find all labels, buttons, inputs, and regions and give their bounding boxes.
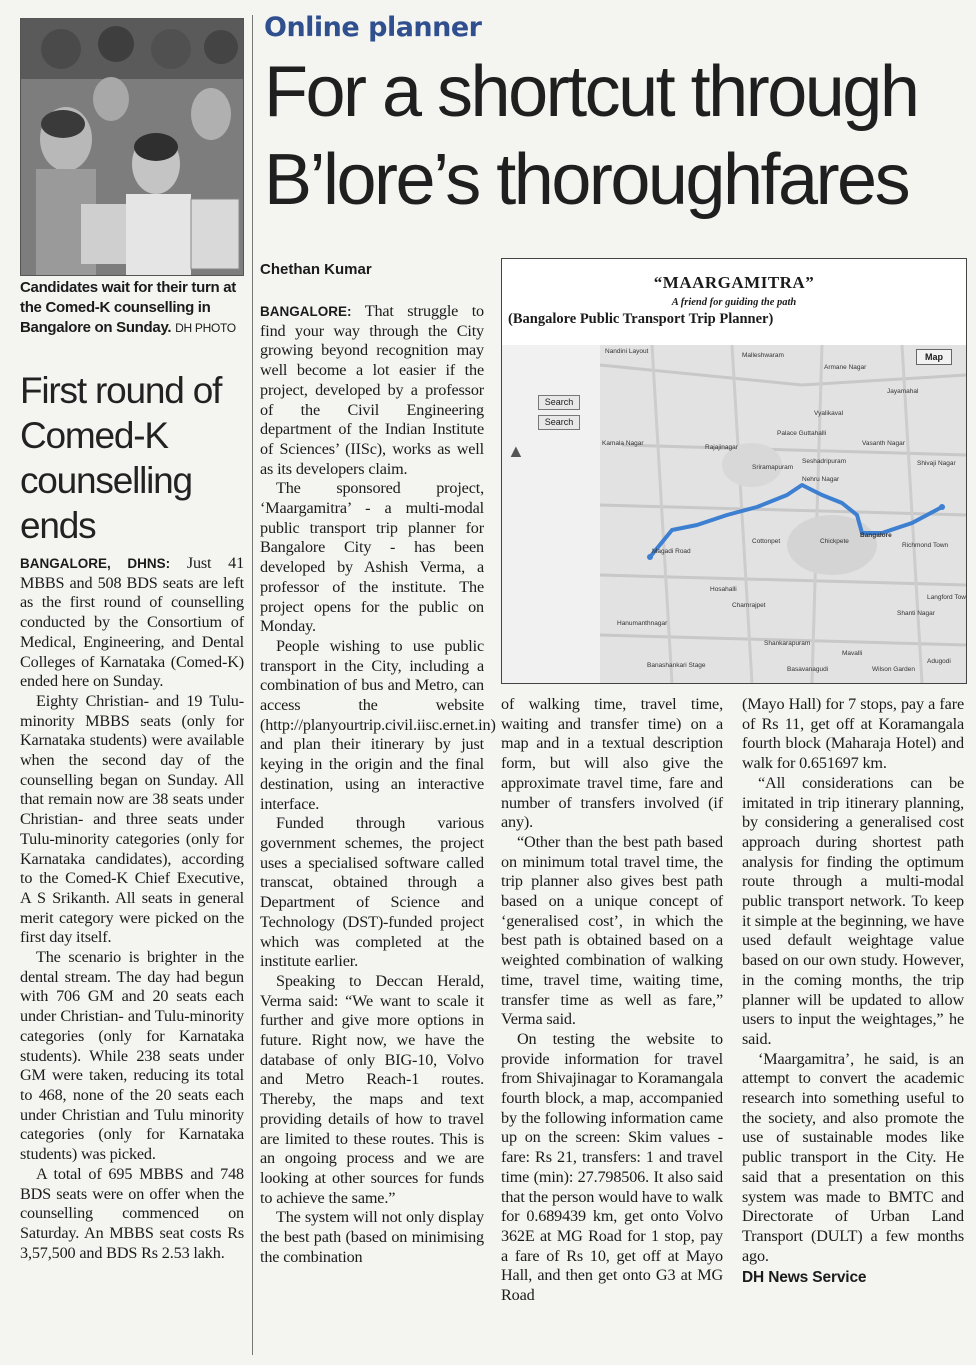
map-subtitle-2: (Bangalore Public Transport Trip Planner) <box>508 311 774 327</box>
svg-text:Langford Town: Langford Town <box>927 594 966 601</box>
main-paragraph: “Other than the best path based on minimum total travel time, the trip planner also gives best path based on a unique concept of ‘generalised cost’, in which the best path is obtained based on a weighted combination of walking time, travel time, waiting time, transfer time as well as fare,” Verma said. <box>501 832 723 1029</box>
side-paragraph <box>20 554 244 692</box>
side-story-headline: First round of Comed-K counselling ends <box>20 370 222 546</box>
svg-text:Vasanth Nagar: Vasanth Nagar <box>862 440 905 447</box>
svg-text:Armane Nagar: Armane Nagar <box>824 364 867 371</box>
svg-text:Wilson Garden: Wilson Garden <box>872 666 915 673</box>
search-button-2[interactable]: Search <box>538 415 580 430</box>
main-paragraph: of walking time, travel time, waiting and transfer time) on a map and in a textual description form, but will also give the approximate travel time, fare and number of transfers involved (if any). <box>501 695 723 832</box>
svg-text:Banashankari Stage: Banashankari Stage <box>647 662 706 669</box>
svg-text:Richmond Town: Richmond Town <box>902 542 949 549</box>
main-headline: For a shortcut through B’lore’s thoroughfares <box>264 52 918 220</box>
map-title: “MAARGAMITRA” <box>653 273 815 292</box>
side-paragraph-text: Just 41 MBBS and 508 BDS seats are left as the first round of counselling conducted by the Consortium of Medical, Engineering, and Dental Colleges of Karnataka (Comed-K) ended here on Sunday. <box>20 554 245 691</box>
svg-text:Rajajinagar: Rajajinagar <box>705 444 738 451</box>
search-button-1[interactable]: Search <box>538 395 580 410</box>
main-paragraph: “All considerations can be imitated in trip itinerary planning, by considering a generalised cost approach during shortest path analysis for finding the optimum route through a multi-modal public transport network. To keep it simple at the beginning, we have used default weightage value based on our own study. However, in the coming months, the trip planner will be updated to allow users to input the weightages,” he said. <box>742 773 964 1048</box>
svg-text:Vyalikaval: Vyalikaval <box>814 410 844 417</box>
svg-text:Cottonpet: Cottonpet <box>752 538 781 545</box>
main-column-1 <box>260 302 496 1267</box>
svg-text:Chamrajpet: Chamrajpet <box>732 602 766 609</box>
svg-text:Seshadripuram: Seshadripuram <box>802 458 847 465</box>
main-paragraph: Funded through various government schemes, the project uses a specialised software called transcat, obtained through a Department of Science and Technology (DST)-funded project which was completed at the institute earlier. <box>260 814 484 971</box>
side-paragraph: Eighty Christian- and 19 Tulu-minority MBBS seats (only for Karnataka students) were available when the second day of the counselling began on Sunday. All that remain now are 38 seats under Christian- and three seats under Tulu-minority categories (only for Karnataka candidates), according to the Comed-K Chief Executive, A S Srikanth. All seats in general merit category were picked on the first day itself. <box>20 691 244 947</box>
svg-text:Basavanagudi: Basavanagudi <box>787 666 829 673</box>
photo-crowd-image <box>21 19 243 275</box>
svg-text:Nehru Nagar: Nehru Nagar <box>802 476 840 483</box>
svg-text:Magadi Road: Magadi Road <box>652 548 691 555</box>
main-paragraph: People wishing to use public transport in the City, including a combination of bus and Metro, can access the website (http://planyourtrip.civil.iisc.ernet.in) and plan their itinerary by just keying in the origin and the final destination, using an interactive interface. <box>260 636 496 813</box>
map-subtitle: A friend for guiding the path <box>671 297 797 308</box>
column-divider <box>252 15 253 1355</box>
side-story-body <box>20 554 244 1263</box>
main-dateline: BANGALORE: <box>260 304 352 319</box>
kicker: Online planner <box>264 12 482 43</box>
side-paragraph: A total of 695 MBBS and 748 BDS seats were on offer when the counselling commenced on Saturday. An MBBS seat costs Rs 3,57,500 and BDS Rs 2.53 lakh. <box>20 1164 244 1262</box>
svg-text:Shankarapuram: Shankarapuram <box>764 640 811 647</box>
svg-text:Sriramapuram: Sriramapuram <box>752 464 794 471</box>
main-paragraph: On testing the website to provide information for travel from Shivajinagar to Koramangala fourth block, a map, accompanied by the following information came up on the screen: Skim values - fare: Rs 21, transfers: 1 and travel time (min): 27.798506. It also said that the person would have to walk for 0.689439 km, get onto Volvo 362E at MG Road for 1 stop, pay a fare of Rs 10, get off at Mayo Hall, and then get onto G3 at MG Road <box>501 1029 723 1305</box>
svg-text:Palace Guttahalli: Palace Guttahalli <box>777 430 827 437</box>
svg-text:Bangalore: Bangalore <box>860 532 892 539</box>
svg-text:Nandini Layout: Nandini Layout <box>605 348 649 355</box>
svg-text:Shanti Nagar: Shanti Nagar <box>897 610 935 617</box>
main-paragraph: Speaking to Deccan Herald, Verma said: “We want to scale it further and give more options in future. Right now, we have the database of only BIG-10, Volvo and Metro Reach-1 routes. Thereby, the maps and text providing details of how to travel are limited to these routes. This is an ongoing process and we are looking at other sources for funds to achieve the same.” <box>260 971 484 1207</box>
svg-text:Adugodi: Adugodi <box>927 658 951 665</box>
main-column-3 <box>742 695 964 1288</box>
svg-text:Malleshwaram: Malleshwaram <box>742 352 784 359</box>
svg-text:▲: ▲ <box>507 441 525 461</box>
map-view <box>502 345 966 683</box>
svg-text:Chickpete: Chickpete <box>820 538 849 545</box>
signoff: DH News Service <box>742 1269 867 1287</box>
main-paragraph: (Mayo Hall) for 7 stops, pay a fare of Rs 11, get off at Koramangala fourth block (Maharaja Hotel) and walk for 0.651697 km. <box>742 695 964 773</box>
main-paragraph: The sponsored project, ‘Maargamitra’ - a multi-modal public transport trip planner for Bangalore City - has been developed by Ashish Verma, a professor of the institute. The project opens for the public on Monday. <box>260 479 484 636</box>
main-paragraph-text: That struggle to find your way through the City growing beyond recognition may well become a lot easier if the project, developed by a professor of the Civil Engineering department of the Indian Institute of Sciences’ (IISc), works as well as its developers claim. <box>260 302 484 478</box>
svg-text:Kamala Nagar: Kamala Nagar <box>602 440 644 447</box>
maargamitra-map-graphic <box>501 258 967 684</box>
main-paragraph: The system will not only display the best path (based on minimising the combination <box>260 1208 484 1266</box>
svg-text:Mavalli: Mavalli <box>842 650 863 657</box>
caption-text: Candidates wait for their turn at the Comed-K counselling in Bangalore on Sunday. <box>20 279 236 336</box>
photo-credit: DH PHOTO <box>175 321 236 335</box>
map-view-button[interactable]: Map <box>916 349 952 365</box>
main-paragraph: ‘Maargamitra’, he said, is an attempt to convert the academic research into something useful to the society, and also promote the use of sustainable modes like public transport in the City. He said that a presentation on this system was made to BMTC and Directorate of Urban Land Transport (DULT) a few months ago. <box>742 1049 964 1265</box>
main-column-2 <box>501 695 723 1306</box>
svg-text:Shivaji Nagar: Shivaji Nagar <box>917 460 956 467</box>
side-paragraph: The scenario is brighter in the dental stream. The day had begun with 706 GM and 20 seats each under Christian- and Tulu-minority categories (only for Karnataka students). While 238 seats under GM were taken, reducing its total to 468, none of the 20 seats each under Christian and Tulu minority categories (only for Karnataka students) was picked. <box>20 948 244 1164</box>
candidates-photo <box>20 18 244 276</box>
svg-text:Hanumanthnagar: Hanumanthnagar <box>617 620 668 627</box>
svg-text:Hosahalli: Hosahalli <box>710 586 737 593</box>
byline: Chethan Kumar <box>260 261 372 278</box>
photo-caption <box>20 278 244 338</box>
main-paragraph <box>260 302 484 479</box>
side-dateline: BANGALORE, DHNS: <box>20 556 171 571</box>
svg-text:Jayamahal: Jayamahal <box>887 388 919 395</box>
